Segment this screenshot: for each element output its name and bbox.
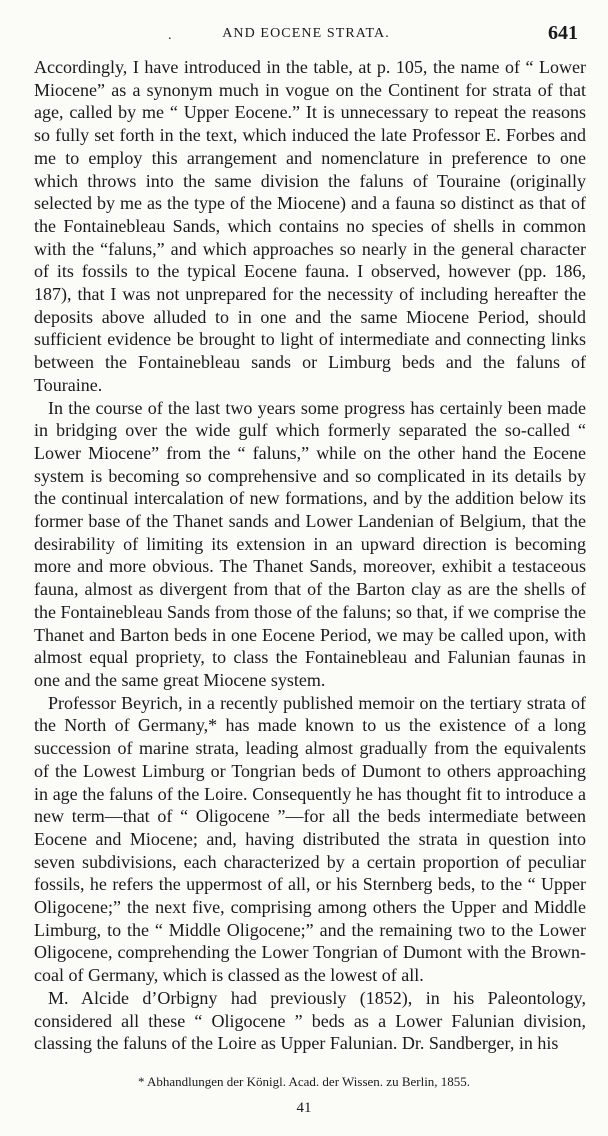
- page-header: [34, 22, 578, 48]
- running-title: AND EOCENE STRATA.: [222, 26, 390, 41]
- paragraph: M. Alcide d’Orbigny had previously (1852), in his Paleontology, considered all these “ Oligocene ” beds as a Lower Falunian division, classing the faluns of the Loire as Upper Falunian. Dr. Sandberger, in his: [34, 987, 586, 1054]
- body-text: [34, 56, 586, 1055]
- paragraph: Professor Beyrich, in a recently published memoir on the tertiary strata of the North of Germany,* has made known to us the existence of a long succession of marine strata, leading almost gradually from the equivalents of the Lowest Limburg or Tongrian beds of Dumont to others approaching in age the faluns of the Loire. Consequently he has thought fit to introduce a new term—that of “ Oligocene ”—for all the beds intermediate between Eocene and Miocene; and, having distributed the strata in question into seven subdivisions, each characterized by a certain proportion of peculiar fossils, he refers the uppermost of all, or his Sternberg beds, to the “ Upper Oligocene;” the next five, comprising among others the Upper and Middle Limburg, to the “ Middle Oligocene;” and the remaining two to the Lower Oligocene, comprehending the Lower Tongrian of Dumont with the Brown-coal of Germany, which is classed as the lowest of all.: [34, 692, 586, 986]
- paragraph: In the course of the last two years some progress has certainly been made in bridging over the wide gulf which formerly separated the so-called “ Lower Miocene” from the “ faluns,” while on the other hand the Eocene system is becoming so comprehensive and so complicated in its details by the continual intercalation of new formations, and by the addition below its former base of the Thanet sands and Lower Landenian of Belgium, that the desirability of limiting its extension in an upward direction is becoming more and more obvious. The Thanet Sands, moreover, exhibit a testaceous fauna, almost as divergent from that of the Barton clay as are the shells of the Fontainebleau Sands from those of the faluns; so that, if we comprise the Thanet and Barton beds in one Eocene Period, we may be called upon, with almost equal propriety, to class the Fontainebleau and Falunian faunas in one and the same great Miocene system.: [34, 397, 586, 690]
- stray-dot-mark: .: [168, 28, 172, 43]
- footnote: * Abhandlungen der Königl. Acad. der Wissen. zu Berlin, 1855.: [137, 1074, 471, 1089]
- signature-mark: 41: [296, 1100, 312, 1116]
- page-number: 641: [548, 22, 578, 44]
- paragraph: Accordingly, I have introduced in the table, at p. 105, the name of “ Lower Miocene” as a synonym much in vogue on the Continent for strata of that age, called by me “ Upper Eocene.” It is unnecessary to repeat the reasons so fully set forth in the text, which induced the late Professor E. Forbes and me to employ this arrangement and nomenclature in preference to one which throws into the same division the faluns of Touraine (originally selected by me as the type of the Miocene) and a fauna so distinct as that of the Fontainebleau Sands, which contains no species of shells in common with the “faluns,” and which approaches so nearly in the general character of its fossils to the typical Eocene fauna. I observed, however (pp. 186, 187), that I was not unprepared for the necessity of including hereafter the deposits above alluded to in one and the same Miocene Period, should sufficient evidence be brought to light of intermediate and connecting links between the Fontainebleau sands or Limburg beds and the faluns of Touraine.: [34, 57, 586, 395]
